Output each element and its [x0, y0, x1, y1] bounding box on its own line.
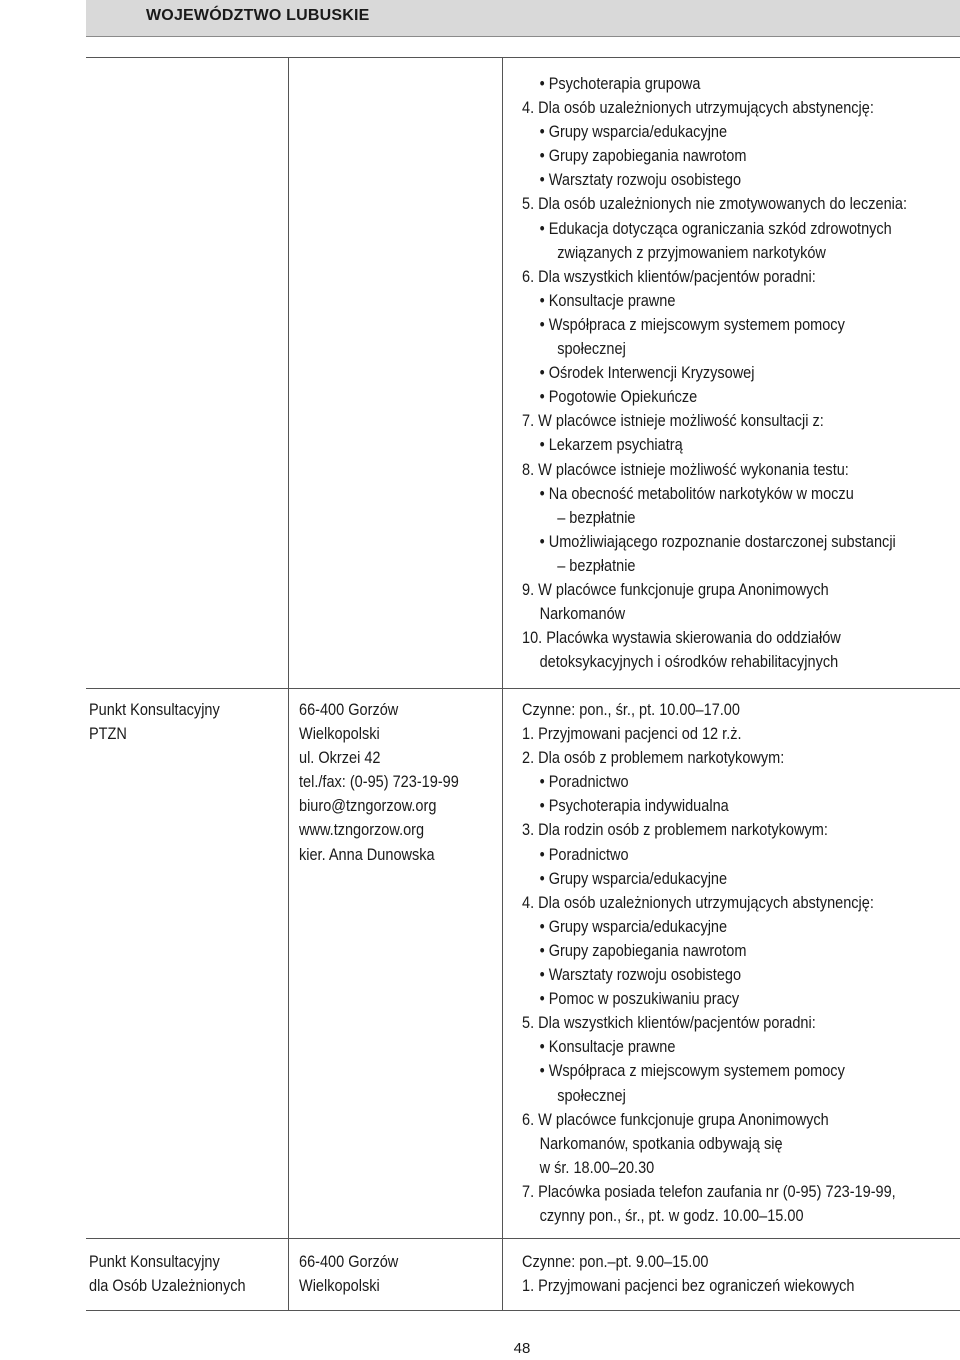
text-line: www.tzngorzow.org — [299, 821, 425, 840]
text-line: PTZN — [89, 725, 127, 744]
service-line: • Konsultacje prawne — [539, 1038, 676, 1057]
text-line: biuro@tzngorzow.org — [299, 797, 437, 816]
text-line: kier. Anna Dunowska — [299, 845, 435, 864]
service-line: • Współpraca z miejscowym systemem pomocy — [539, 315, 845, 334]
row2-address — [299, 698, 459, 867]
table-bottom-rule — [86, 1310, 960, 1311]
service-line: • Współpraca z miejscowym systemem pomocy — [539, 1062, 845, 1081]
service-line: detoksykacyjnych i ośrodków rehabilitacyjnych — [539, 653, 839, 672]
service-line: • Poradnictwo — [539, 773, 629, 792]
service-line: 2. Dla osób z problemem narkotykowym: — [522, 749, 785, 768]
column-divider-2 — [502, 57, 503, 1310]
service-line: 1. Przyjmowani pacjenci od 12 r.ż. — [522, 725, 742, 744]
service-line: 4. Dla osób uzależnionych utrzymujących abstynencję: — [522, 893, 874, 912]
page-number: 48 — [513, 1340, 531, 1357]
service-line: • Grupy wsparcia/edukacyjne — [539, 123, 728, 142]
service-line: Czynne: pon.–pt. 9.00–15.00 — [522, 1253, 709, 1271]
row2-institution-name — [89, 698, 220, 746]
service-line: • Edukacja dotycząca ograniczania szkód zdrowotnych — [539, 219, 892, 238]
service-line: • Warsztaty rozwoju osobistego — [539, 171, 742, 190]
row3-address — [299, 1250, 398, 1298]
service-line: – bezpłatnie — [557, 508, 636, 527]
service-line: 6. W placówce funkcjonuje grupa Anonimowych — [522, 1110, 829, 1129]
text-line: Punkt Konsultacyjny — [89, 1253, 220, 1271]
service-line: Narkomanów — [539, 605, 626, 624]
row1-services — [522, 72, 907, 674]
service-line: związanych z przyjmowaniem narkotyków — [557, 243, 826, 262]
service-line: 1. Przyjmowani pacjenci bez ograniczeń wiekowych — [522, 1277, 855, 1296]
text-line: ul. Okrzei 42 — [299, 749, 381, 768]
service-line: 10. Placówka wystawia skierowania do oddziałów — [522, 629, 841, 648]
row3-services — [522, 1250, 855, 1298]
row3-institution-name — [89, 1250, 246, 1298]
service-line: 7. Placówka posiada telefon zaufania nr (0-95) 723-19-99, — [522, 1182, 896, 1201]
service-line: – bezpłatnie — [557, 556, 636, 575]
service-line: • Grupy wsparcia/edukacyjne — [539, 917, 728, 936]
service-line: w śr. 18.00–20.30 — [539, 1158, 655, 1177]
text-line: 66-400 Gorzów — [299, 701, 399, 719]
text-line: Wielkopolski — [299, 1277, 380, 1296]
service-line: • Grupy zapobiegania nawrotom — [539, 147, 747, 166]
service-line: • Umożliwiającego rozpoznanie dostarczonej substancji — [539, 532, 896, 551]
service-line: • Ośrodek Interwencji Kryzysowej — [539, 364, 755, 383]
service-line: • Grupy wsparcia/edukacyjne — [539, 869, 728, 888]
service-line: czynny pon., śr., pt. w godz. 10.00–15.00 — [539, 1206, 804, 1225]
service-line: • Pogotowie Opiekuńcze — [539, 388, 698, 407]
text-line: tel./fax: (0-95) 723-19-99 — [299, 773, 459, 792]
service-line: 9. W placówce funkcjonuje grupa Anonimowych — [522, 580, 829, 599]
text-line: Punkt Konsultacyjny — [89, 701, 220, 719]
service-line: • Warsztaty rozwoju osobistego — [539, 966, 742, 985]
text-line: Wielkopolski — [299, 725, 380, 744]
service-line: • Psychoterapia indywidualna — [539, 797, 729, 816]
service-line: • Pomoc w poszukiwaniu pracy — [539, 990, 740, 1009]
service-line: 5. Dla osób uzależnionych nie zmotywowanych do leczenia: — [522, 195, 907, 214]
service-line: 8. W placówce istnieje możliwość wykonania testu: — [522, 460, 849, 479]
service-line: • Grupy zapobiegania nawrotom — [539, 941, 747, 960]
service-line: 7. W placówce istnieje możliwość konsultacji z: — [522, 412, 824, 431]
service-line: 4. Dla osób uzależnionych utrzymujących abstynencję: — [522, 99, 874, 118]
service-line: społecznej — [557, 1086, 626, 1105]
service-line: Czynne: pon., śr., pt. 10.00–17.00 — [522, 701, 740, 719]
service-line: społecznej — [557, 340, 626, 359]
service-line: 6. Dla wszystkich klientów/pacjentów poradni: — [522, 267, 816, 286]
service-line: • Psychoterapia grupowa — [539, 75, 701, 93]
row2-services — [522, 698, 896, 1228]
text-line: dla Osób Uzależnionych — [89, 1277, 246, 1296]
column-divider-1 — [288, 57, 289, 1310]
region-title: WOJEWÓDZTWO LUBUSKIE — [146, 7, 370, 24]
text-line: 66-400 Gorzów — [299, 1253, 399, 1271]
row-divider-2 — [86, 1238, 960, 1239]
service-line: • Konsultacje prawne — [539, 291, 676, 310]
table-top-rule — [86, 57, 960, 58]
service-line: • Na obecność metabolitów narkotyków w moczu — [539, 484, 854, 503]
service-line: • Poradnictwo — [539, 845, 629, 864]
service-line: Narkomanów, spotkania odbywają się — [539, 1134, 783, 1153]
service-line: 3. Dla rodzin osób z problemem narkotykowym: — [522, 821, 828, 840]
service-line: 5. Dla wszystkich klientów/pacjentów poradni: — [522, 1014, 816, 1033]
row-divider-1 — [86, 688, 960, 689]
service-line: • Lekarzem psychiatrą — [539, 436, 683, 455]
